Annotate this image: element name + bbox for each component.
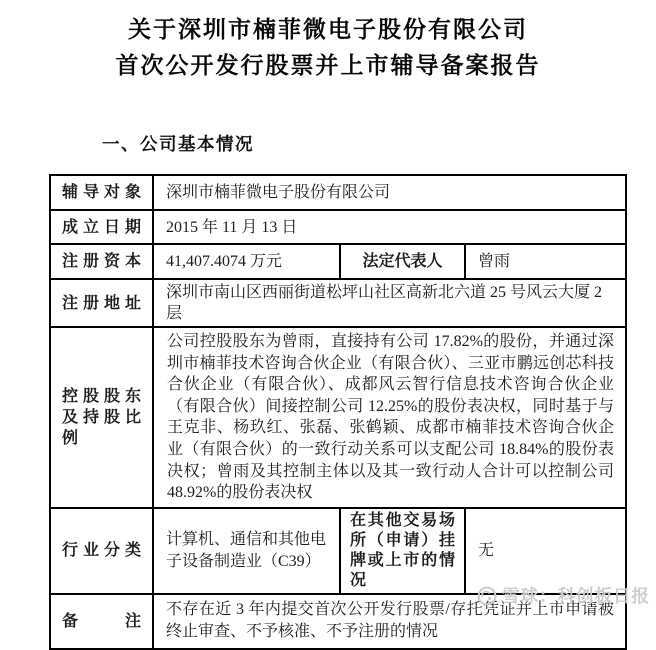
watermark bbox=[477, 583, 650, 608]
table-row-controlling-shareholder bbox=[50, 327, 626, 508]
row-label: 辅导对象 bbox=[50, 175, 153, 210]
row-label: 备注 bbox=[50, 594, 153, 649]
xueqiu-logo-icon bbox=[477, 586, 497, 606]
row-value-other-listing: 无 bbox=[465, 508, 626, 594]
row-label: 注册地址 bbox=[50, 279, 153, 327]
row-value: 计算机、通信和其他电子设备制造业（C39） bbox=[153, 508, 340, 594]
row-value: 深圳市南山区西丽街道松坪山社区高新北六道 25 号风云大厦 2 层 bbox=[153, 279, 626, 327]
row-label-other-listing: 在其他交易场所（申请）挂牌或上市的情况 bbox=[340, 508, 465, 594]
document-title-line2: 首次公开发行股票并上市辅导备案报告 bbox=[115, 53, 541, 78]
table-row-registered-capital bbox=[50, 244, 626, 279]
watermark-text: 雪球：科创板日报 bbox=[502, 586, 650, 606]
company-info-table bbox=[49, 174, 627, 650]
row-label: 成立日期 bbox=[50, 210, 153, 244]
section-heading: 一、公司基本情况 bbox=[102, 134, 254, 154]
row-label: 行业分类 bbox=[50, 508, 153, 594]
document-title-line1: 关于深圳市楠菲微电子股份有限公司 bbox=[128, 17, 528, 42]
table-row-founding-date bbox=[50, 210, 626, 244]
row-value: 41,407.4074 万元 bbox=[153, 244, 340, 279]
row-value-legal-representative: 曾雨 bbox=[465, 244, 626, 279]
document-title bbox=[0, 12, 656, 84]
table-row-industry-classification bbox=[50, 508, 626, 594]
row-value: 深圳市楠菲微电子股份有限公司 bbox=[153, 175, 626, 210]
table-row-tutoring-target bbox=[50, 175, 626, 210]
row-value: 公司控股股东为曾雨，直接持有公司 17.82%的股份，并通过深圳市楠菲技术咨询合伙企业（有限合伙）、三亚市鹏远创芯科技合伙企业（有限合伙）、成都风云智行信息技术咨询合伙企业（有限合伙）间接控制公司 12.25%的股份表决权，同时基于与王克非、杨玖红、张磊、张鹤颖、成都市楠菲技术咨询合伙企业（有限合伙）的一致行动关系可以支配公司 18.84%的股份表决权；曾雨及其控制主体以及其一致行动人合计可以控制公司 48.92%的股份表决权 bbox=[153, 327, 626, 508]
row-value: 2015 年 11 月 13 日 bbox=[153, 210, 626, 244]
row-value: 不存在近 3 年内提交首次公开发行股票/存托凭证并上市申请被终止审查、不予核准、不予注册的情况 bbox=[153, 594, 626, 649]
table-row-registered-address bbox=[50, 279, 626, 327]
row-label-legal-representative: 法定代表人 bbox=[340, 244, 465, 279]
row-label: 注册资本 bbox=[50, 244, 153, 279]
row-label: 控股股东及持股比例 bbox=[50, 327, 153, 508]
